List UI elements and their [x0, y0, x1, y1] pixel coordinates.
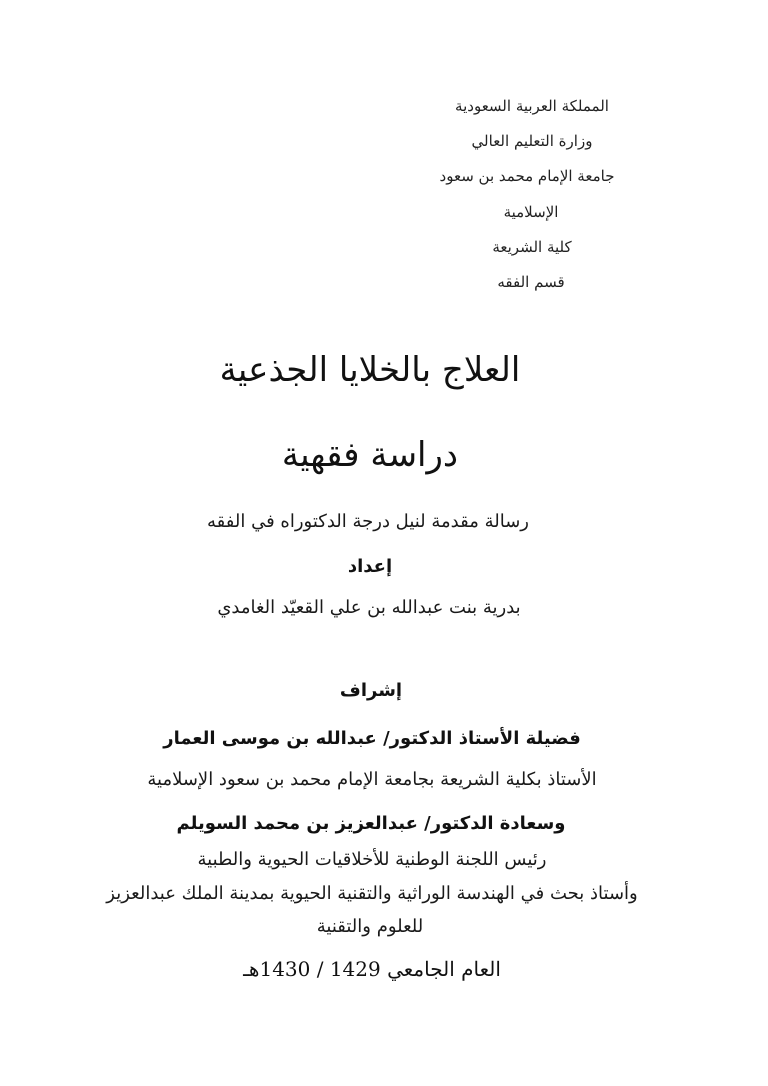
header-college: كلية الشريعة: [492, 238, 572, 256]
header-department: قسم الفقه: [497, 273, 565, 291]
header-university-cont: الإسلامية: [503, 203, 559, 221]
supervisor1-name: فضيلة الأستاذ الدكتور/ عبدالله بن موسى العمار: [163, 728, 581, 749]
header-university: جامعة الإمام محمد بن سعود: [439, 167, 615, 185]
page-title: العلاج بالخلايا الجذعية: [219, 350, 521, 390]
header-ministry: وزارة التعليم العالي: [471, 132, 593, 150]
prepared-by-label: إعداد: [347, 556, 393, 577]
page-subtitle: دراسة فقهية: [281, 435, 459, 475]
author-name: بدرية بنت عبدالله بن علي القعيّد الغامدي: [217, 597, 521, 618]
supervisor2-title-line2: وأستاذ بحث في الهندسة الوراثية والتقنية الحيوية بمدينة الملك عبدالعزيز: [106, 883, 638, 904]
header-country: المملكة العربية السعودية: [455, 97, 609, 115]
thesis-purpose: رسالة مقدمة لنيل درجة الدكتوراه في الفقه: [207, 511, 529, 532]
supervisor2-title-line1: رئيس اللجنة الوطنية للأخلاقيات الحيوية والطبية: [197, 849, 547, 870]
supervisor2-name: وسعادة الدكتور/ عبدالعزيز بن محمد السويلم: [176, 813, 566, 834]
supervisor2-title-line3: للعلوم والتقنية: [316, 916, 424, 937]
supervisor1-title: الأستاذ بكلية الشريعة بجامعة الإمام محمد بن سعود الإسلامية: [147, 769, 597, 790]
academic-year: العام الجامعي 1429 / 1430هـ: [243, 957, 501, 981]
supervision-label: إشراف: [339, 680, 403, 701]
